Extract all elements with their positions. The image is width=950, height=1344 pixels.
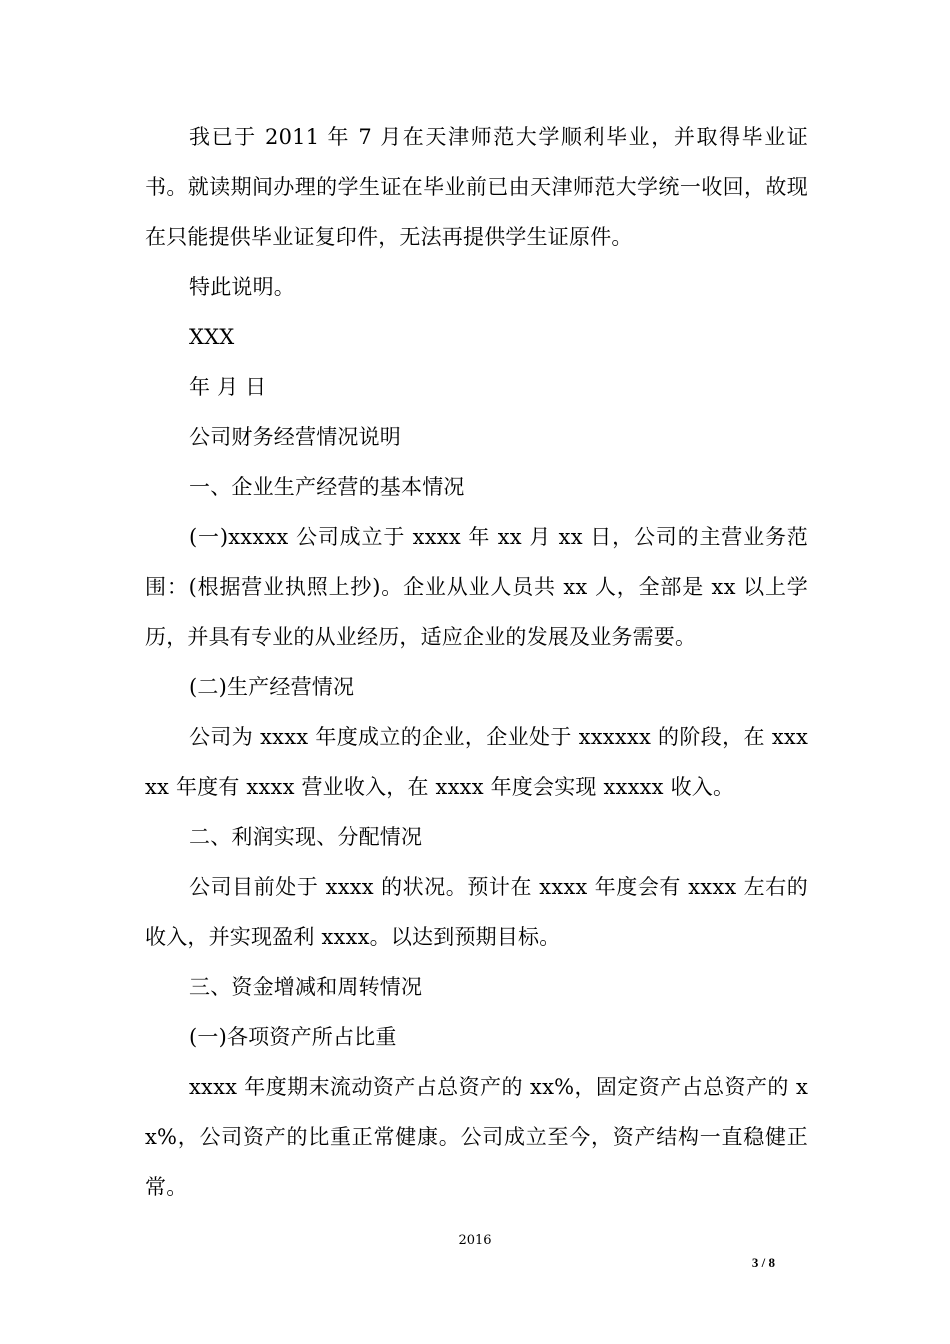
company-overview-paragraph: (一)xxxxx 公司成立于 xxxx 年 xx 月 xx 日，公司的主营业务范围：(根据营业执照上抄)。企业从业人员共 xx 人，全部是 xx 以上学历，并具有专业的从业经历，适应企业的发展及业务需要。 [145,525,808,649]
section-heading-capital: 三、资金增减和周转情况 [189,975,423,999]
assets-paragraph: xxxx 年度期末流动资产占总资产的 xx%，固定资产占总资产的 xx%，公司资产的比重正常健康。公司成立至今，资产结构一直稳健正常。 [145,1075,808,1199]
section-heading-profit: 二、利润实现、分配情况 [189,825,423,849]
signature-date: 年 月 日 [189,375,267,399]
page-number: 3 / 8 [751,1255,775,1270]
signature-name: XXX [189,325,235,349]
subsection-heading-assets: (一)各项资产所占比重 [189,1025,397,1049]
footer-year: 2016 [458,1233,492,1248]
document-body [145,112,808,1212]
special-note-paragraph: 特此说明。 [189,275,295,299]
graduation-statement-paragraph: 我已于 2011 年 7 月在天津师范大学顺利毕业，并取得毕业证书。就读期间办理的学生证在毕业前已由天津师范大学统一收回，故现在只能提供毕业证复印件，无法再提供学生证原件。 [145,125,808,249]
subsection-heading-operations: (二)生产经营情况 [189,675,355,699]
section-heading-basic-situation: 一、企业生产经营的基本情况 [189,475,465,499]
financial-report-title: 公司财务经营情况说明 [189,425,401,449]
profit-paragraph: 公司目前处于 xxxx 的状况。预计在 xxxx 年度会有 xxxx 左右的收入，并实现盈利 xxxx。以达到预期目标。 [145,875,808,949]
operations-paragraph: 公司为 xxxx 年度成立的企业，企业处于 xxxxxx 的阶段，在 xxxxx 年度有 xxxx 营业收入，在 xxxx 年度会实现 xxxxx 收入。 [145,725,808,799]
